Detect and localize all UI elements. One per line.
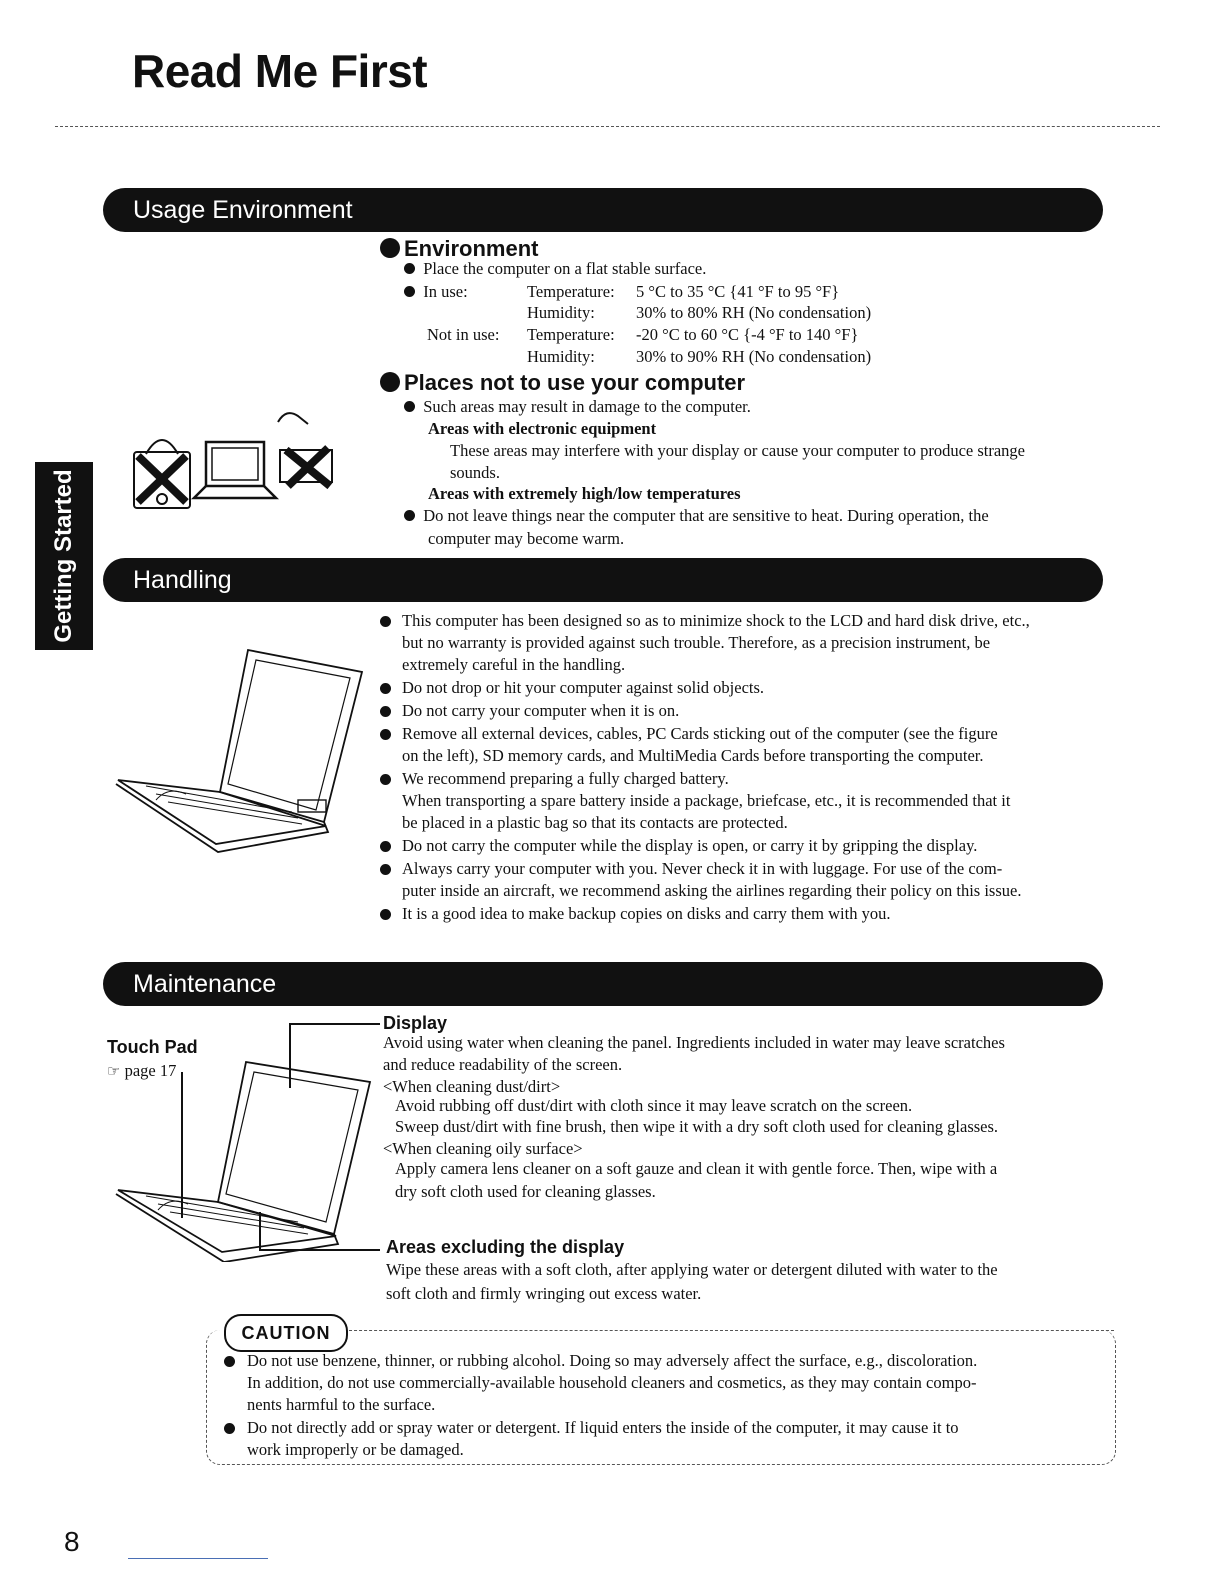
laptop-icon (194, 442, 276, 498)
excl-text-1: Wipe these areas with a soft cloth, after applying water or detergent diluted with water to the (386, 1260, 998, 1279)
bullet-icon (380, 372, 400, 392)
side-tab (35, 462, 93, 650)
handling-line: When transporting a spare battery inside a package, briefcase, etc., it is recommended that it (402, 791, 1011, 810)
bullet-icon (404, 401, 415, 412)
not-in-use-label: Not in use: (427, 325, 500, 344)
excl-title: Areas excluding the display (386, 1237, 625, 1257)
display-text-2: and reduce readability of the screen. (383, 1055, 623, 1074)
footer-rule (128, 1558, 268, 1559)
caution-line: In addition, do not use commercially-available household cleaners and cosmetics, as they may contain compo- (247, 1373, 977, 1392)
touchpad-label: Touch Pad (107, 1037, 198, 1057)
caution-line: nents harmful to the surface. (247, 1395, 436, 1414)
touchpad-ref-text[interactable]: page 17 (124, 1061, 177, 1080)
handling-item (380, 768, 1120, 834)
bullet-icon (224, 1423, 235, 1434)
places-damage (404, 396, 751, 418)
in-use-label: In use: (423, 282, 468, 301)
dust-title: <When cleaning dust/dirt> (383, 1077, 561, 1096)
handling-line: extremely careful in the handling. (402, 655, 626, 674)
handling-item (380, 903, 1120, 925)
caution-line: work improperly or be damaged. (247, 1440, 464, 1459)
handling-item (380, 858, 1120, 902)
handling-item (380, 700, 1120, 722)
handling-line: Remove all external devices, cables, PC Cards sticking out of the computer (see the figure (402, 724, 998, 743)
handling-line: on the left), SD memory cards, and MultiMedia Cards before transporting the computer. (402, 746, 984, 765)
display-title: Display (383, 1013, 448, 1033)
caution-top-rule (344, 1330, 1114, 1331)
bullet-icon (404, 286, 415, 297)
handling-line: Do not carry your computer when it is on. (402, 701, 680, 720)
bullet-icon (404, 510, 415, 521)
section-bar-handling: Handling (103, 558, 1103, 602)
not-hum: 30% to 90% RH (No condensation) (636, 347, 872, 366)
display-text-1: Avoid using water when cleaning the panel. Ingredients included in water may leave scratches (383, 1033, 1005, 1052)
bullet-icon (380, 864, 391, 875)
electronic-text-2: sounds. (450, 463, 500, 482)
bullet-icon (380, 774, 391, 785)
magnet-prohibited-icon (278, 413, 332, 486)
handling-line: Do not carry the computer while the display is open, or carry it by gripping the display. (402, 836, 978, 855)
caution-item (224, 1350, 1104, 1416)
bullet-icon (380, 616, 391, 627)
handling-item (380, 723, 1120, 767)
places-damage-text: Such areas may result in damage to the computer. (423, 397, 751, 416)
in-use-temp: 5 °C to 35 °C {41 °F to 95 °F} (636, 282, 840, 301)
not-temp: -20 °C to 60 °C {-4 °F to 140 °F} (636, 325, 859, 344)
handling-item (380, 677, 1120, 699)
bullet-icon (380, 909, 391, 920)
not-temp-label: Temperature: (527, 325, 615, 344)
handling-line: but no warranty is provided against such trouble. Therefore, as a precision instrument, be (402, 633, 991, 652)
side-tab-label: Getting Started (50, 469, 77, 643)
handling-item (380, 835, 1120, 857)
handling-list (380, 610, 1120, 925)
oily-text-1: Apply camera lens cleaner on a soft gauze and clean it with gentle force. Then, wipe with a (395, 1159, 998, 1178)
bullet-icon (380, 841, 391, 852)
handling-item (380, 610, 1120, 676)
caution-line: Do not directly add or spray water or detergent. If liquid enters the inside of the computer, it may cause it to (247, 1418, 959, 1437)
laptop-maintenance-illustration (112, 1012, 384, 1262)
env-place-text: Place the computer on a flat stable surface. (423, 259, 707, 278)
bullet-icon (380, 238, 400, 258)
bullet-icon (224, 1356, 235, 1367)
in-use-hum: 30% to 80% RH (No condensation) (636, 303, 872, 322)
title-divider (55, 126, 1160, 127)
handling-line: We recommend preparing a fully charged battery. (402, 769, 729, 788)
bullet-icon (380, 706, 391, 717)
handling-line: Always carry your computer with you. Never check it in with luggage. For use of the com- (402, 859, 1003, 878)
speaker-prohibited-icon (134, 440, 190, 508)
places-title: Places not to use your computer (404, 370, 746, 395)
handling-line: Do not drop or hit your computer against solid objects. (402, 678, 765, 697)
section-bar-usage: Usage Environment (103, 188, 1103, 232)
bullet-icon (380, 729, 391, 740)
heat-text-2: computer may become warm. (428, 529, 625, 548)
caution-list (224, 1350, 1104, 1461)
handling-line: It is a good idea to make backup copies on disks and carry them with you. (402, 904, 891, 923)
handling-line: This computer has been designed so as to minimize shock to the LCD and hard disk drive, etc., (402, 611, 1030, 630)
caution-item (224, 1417, 1104, 1461)
heat-text-1: Do not leave things near the computer that are sensitive to heat. During operation, the (423, 506, 989, 525)
heat-row (404, 505, 989, 527)
bullet-icon (380, 683, 391, 694)
page-number: 8 (64, 1526, 80, 1557)
pointing-hand-icon: ☞ (107, 1062, 121, 1080)
bullet-icon (404, 263, 415, 274)
handling-line: be placed in a plastic bag so that its contacts are protected. (402, 813, 788, 832)
caution-line: Do not use benzene, thinner, or rubbing alcohol. Doing so may adversely affect the surface, e.g., discoloration. (247, 1351, 978, 1370)
env-place (404, 258, 706, 280)
handling-line: puter inside an aircraft, we recommend asking the airlines regarding their policy on this issue. (402, 881, 1022, 900)
hazards-illustration (128, 402, 340, 514)
not-hum-label: Humidity: (527, 347, 595, 366)
in-use-temp-label: Temperature: (527, 282, 615, 301)
in-use-hum-label: Humidity: (527, 303, 595, 322)
laptop-handling-illustration (112, 644, 374, 854)
page-title: Read Me First (132, 45, 428, 97)
oily-text-2: dry soft cloth used for cleaning glasses. (395, 1182, 656, 1201)
electronic-title: Areas with electronic equipment (428, 419, 657, 438)
dust-text-1: Avoid rubbing off dust/dirt with cloth since it may leave scratch on the screen. (395, 1096, 913, 1115)
electronic-text-1: These areas may interfere with your display or cause your computer to produce strange (450, 441, 1025, 460)
section-bar-maintenance: Maintenance (103, 962, 1103, 1006)
places-heading (380, 370, 745, 396)
in-use-row (404, 281, 468, 303)
temps-title: Areas with extremely high/low temperatures (428, 484, 741, 503)
dust-text-2: Sweep dust/dirt with fine brush, then wipe it with a dry soft cloth used for cleaning glasses. (395, 1117, 999, 1136)
environment-title: Environment (404, 236, 539, 261)
oily-title: <When cleaning oily surface> (383, 1139, 583, 1158)
caution-badge: CAUTION (224, 1314, 348, 1352)
excl-text-2: soft cloth and firmly wringing out excess water. (386, 1284, 702, 1303)
